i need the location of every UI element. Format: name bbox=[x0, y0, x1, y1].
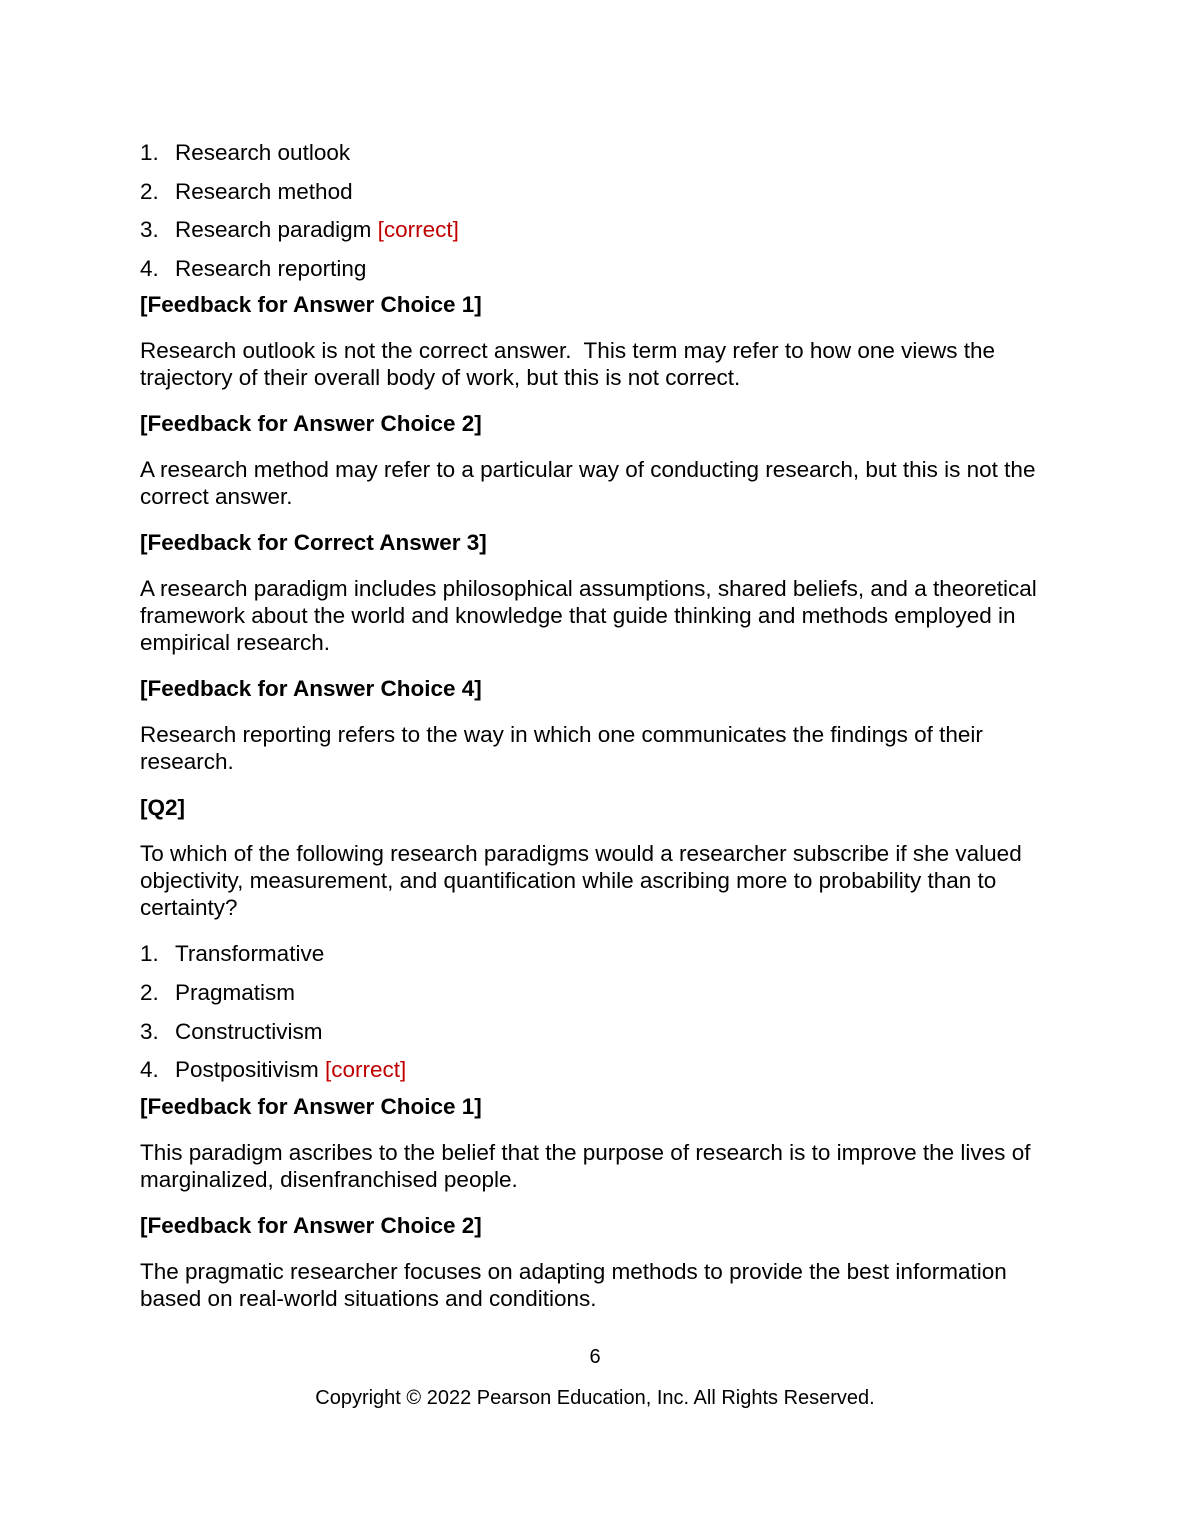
copyright-notice: Copyright © 2022 Pearson Education, Inc. All Rights Reserved. bbox=[315, 1387, 875, 1409]
q1-choice-4 bbox=[140, 255, 1050, 283]
q1-feedback-heading-4: [Feedback for Answer Choice 4] bbox=[140, 676, 482, 702]
choice-text: Research outlook bbox=[175, 140, 351, 165]
page-number: 6 bbox=[589, 1346, 601, 1368]
choice-text: Pragmatism bbox=[175, 979, 296, 1005]
q2-choice-1 bbox=[140, 940, 1050, 968]
choice-text: Research method bbox=[175, 178, 353, 204]
q1-feedback-text-1: Research outlook is not the correct answer. This term may refer to how one views the trajectory of their overall body of work, but this is not correct. bbox=[140, 338, 1002, 391]
correct-tag: [correct] bbox=[377, 217, 459, 243]
choice-number: 2. bbox=[140, 979, 159, 1005]
choice-text: Research reporting bbox=[175, 255, 367, 281]
choice-number: 3. bbox=[140, 1018, 159, 1044]
q2-choice-3 bbox=[140, 1018, 1050, 1046]
choice-text: Transformative bbox=[175, 941, 325, 967]
q2-answer-list bbox=[140, 940, 1050, 1084]
q2-question-text: To which of the following research paradigms would a researcher subscribe if she valued objectivity, measurement, and quantification while ascribing more to probability than to certainty? bbox=[140, 841, 1022, 921]
q2-choice-4 bbox=[140, 1056, 1050, 1084]
q1-feedback-heading-1: [Feedback for Answer Choice 1] bbox=[140, 292, 482, 318]
q1-choice-3 bbox=[140, 216, 1050, 244]
q1-feedback-heading-2: [Feedback for Answer Choice 2] bbox=[140, 411, 482, 437]
q2-label: [Q2] bbox=[140, 795, 185, 821]
choice-text: Postpositivism bbox=[175, 1057, 326, 1083]
q1-answer-list bbox=[140, 139, 1050, 283]
q1-choice-2 bbox=[140, 178, 1050, 206]
q1-choice-1 bbox=[140, 139, 1050, 167]
choice-number: 3. bbox=[140, 217, 159, 243]
q1-feedback-heading-3: [Feedback for Correct Answer 3] bbox=[140, 530, 487, 556]
choice-text: Research paradigm bbox=[175, 217, 378, 243]
q1-feedback-text-4: Research reporting refers to the way in which one communicates the findings of their research. bbox=[140, 722, 983, 775]
choice-number: 1. bbox=[140, 140, 159, 165]
choice-number: 2. bbox=[140, 178, 159, 204]
q2-feedback-text-1: This paradigm ascribes to the belief that the purpose of research is to improve the lives of marginalized, disenfranchised people. bbox=[140, 1139, 1031, 1192]
choice-text: Constructivism bbox=[175, 1018, 323, 1044]
page-body bbox=[140, 139, 1050, 1331]
choice-number: 4. bbox=[140, 255, 159, 281]
q1-feedback-text-3: A research paradigm includes philosophical assumptions, shared beliefs, and a theoretical framework about the world and knowledge that guide thinking and methods employed in empirical research. bbox=[140, 576, 1037, 656]
choice-number: 1. bbox=[140, 941, 159, 967]
correct-tag: [correct] bbox=[325, 1057, 407, 1083]
q1-feedback-text-2: A research method may refer to a particular way of conducting research, but this is not the correct answer. bbox=[140, 457, 1036, 510]
q2-choice-2 bbox=[140, 979, 1050, 1007]
q2-feedback-heading-1: [Feedback for Answer Choice 1] bbox=[140, 1093, 482, 1119]
q2-feedback-heading-2: [Feedback for Answer Choice 2] bbox=[140, 1212, 482, 1238]
q2-feedback-text-2: The pragmatic researcher focuses on adapting methods to provide the best information based on real-world situations and conditions. bbox=[140, 1258, 1007, 1311]
choice-number: 4. bbox=[140, 1057, 159, 1083]
